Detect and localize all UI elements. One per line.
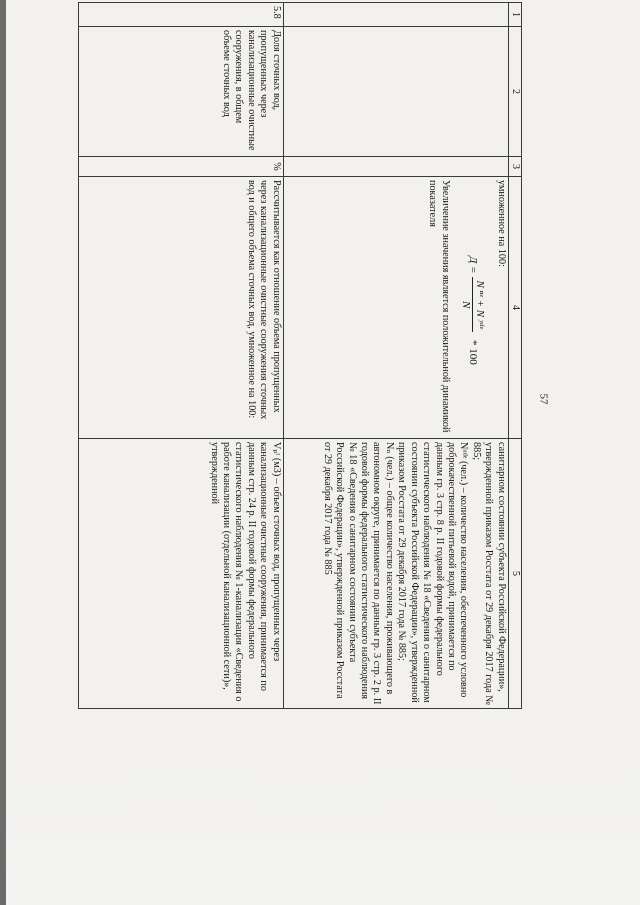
document-page <box>6 0 640 905</box>
formula <box>459 190 487 435</box>
data-source <box>283 439 508 709</box>
formula-fraction <box>459 277 487 332</box>
method-intro: Рассчитывается как отношение объема пропущенных через канализационные очистные сооружения сточных вод и общего объема сточных вод, умноженное на 100: <box>245 180 282 422</box>
formula-denominator: N <box>459 301 472 309</box>
source-text: Vₚᵗ (м3) – объем сточных вод, пропущенных через канализационные очистные сооружения, принимается по данным стр. 24 р. II годовой формы федерального статистического наблюдения № 1-канализация «Сведения о работе канализации (отдельной канализационной сети)», утвержденной <box>208 442 282 704</box>
indicator-name: Доля сточных вод, пропущенных через канализационные очистные сооружения, в общем объеме сточных вод <box>79 27 284 157</box>
data-source <box>79 439 284 709</box>
table-row <box>283 3 508 709</box>
header-row <box>508 3 521 709</box>
header-col-1: 1 <box>508 3 521 27</box>
header-col-3: 3 <box>508 157 521 177</box>
method-intro: умноженное на 100: <box>495 180 507 267</box>
header-col-2: 2 <box>508 27 521 157</box>
indicator-table <box>78 2 522 709</box>
indicator-name <box>283 27 508 157</box>
row-number: 5.8 <box>79 3 284 27</box>
header-col-4: 4 <box>508 177 521 439</box>
calculation-method <box>283 177 508 439</box>
unit <box>283 157 508 177</box>
unit: % <box>79 157 284 177</box>
source-text: санитарном состоянии субъекта Российской Федерации», утвержденной приказом Росстата от 29 декабря 2017 года № 885; Nᵘᵈᵉ (чел.) – количество населения, обеспеченного условно доброкачественной питьевой водой, принимается по данным гр. 3 стр. 8 р. II годовой формы федерального статистического наблюдения № 18 «Сведения о санитарном состоянии субъекта Российской Федерации», утвержденной приказом Росстата от 29 декабря 2017 года № 885; Nₙ (чел.) – общее количество населения, проживающего в автономном округе, принимается по данным гр. 3 стр. 2 р. II годовой формы федерального статистического наблюдения № 18 «Сведения о санитарном состоянии субъекта Российской Федерации», утвержденной приказом Росстата от 29 декабря 2017 года № 885 <box>321 442 507 705</box>
formula-multiplier: * 100 <box>467 339 480 365</box>
formula-numerator: N ⁿᵉ + N ʸᵈᵉ <box>472 277 486 332</box>
header-col-5: 5 <box>508 439 521 709</box>
rotated-table-wrapper <box>78 2 522 708</box>
method-note: Увеличение значения является положительной динамикой показателя <box>427 180 451 435</box>
calculation-method <box>79 177 284 439</box>
formula-lhs: Д = <box>467 256 480 274</box>
page-number: 57 <box>537 393 550 405</box>
table-row <box>79 3 284 709</box>
row-number <box>283 3 508 27</box>
